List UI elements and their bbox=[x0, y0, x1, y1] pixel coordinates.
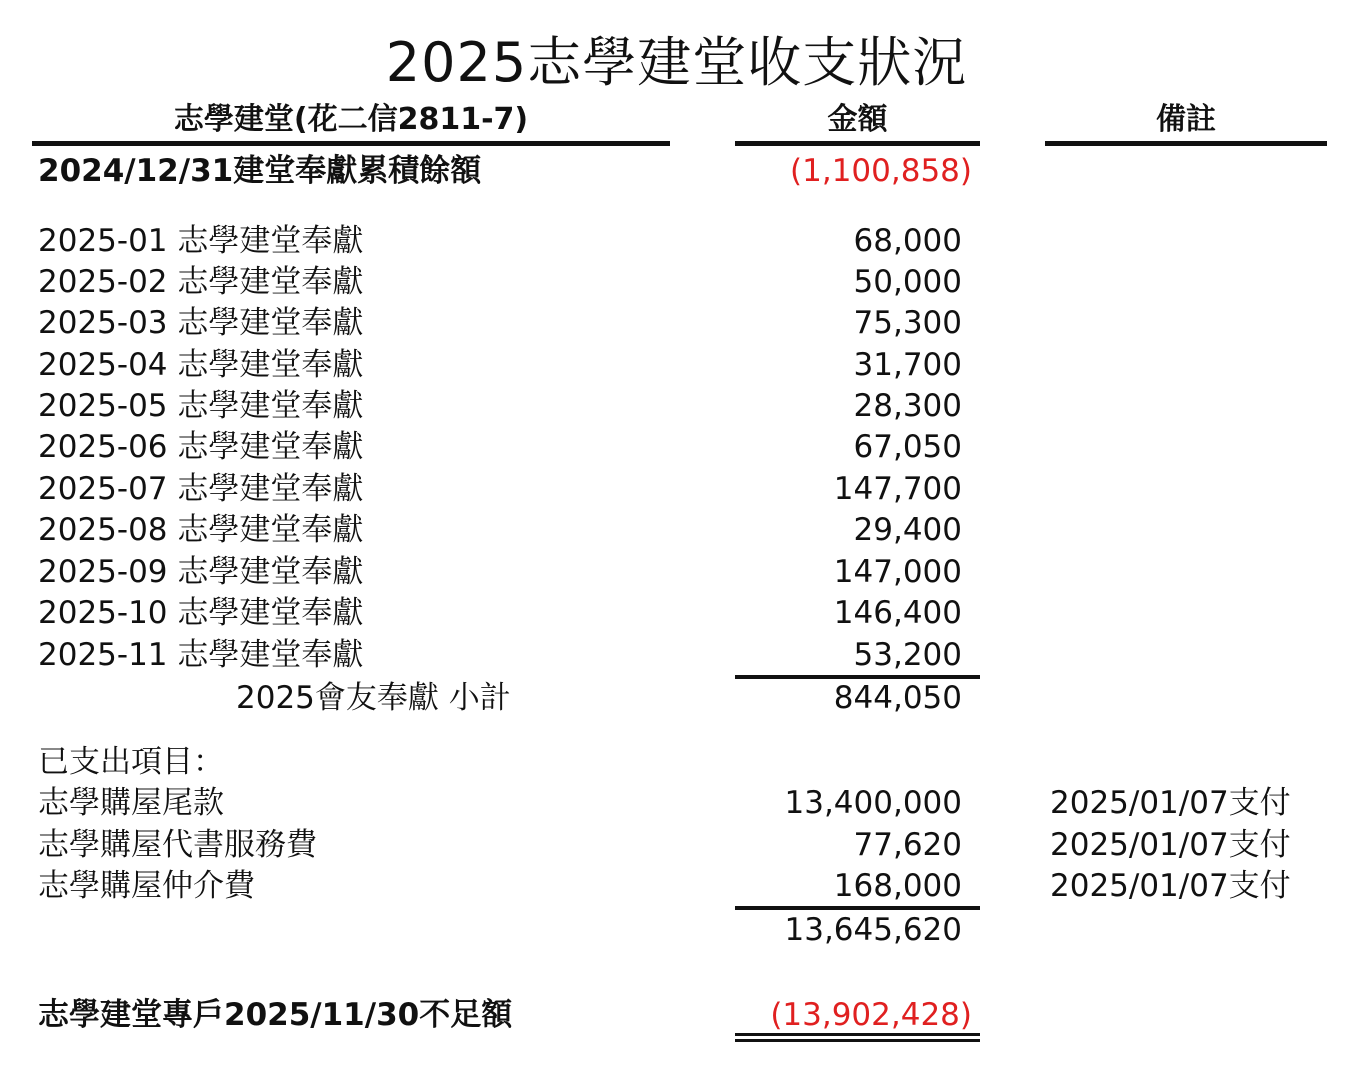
opening-balance-amount: (1,100,858) bbox=[790, 153, 972, 189]
expense-row-remark: 2025/01/07支付 bbox=[1050, 785, 1291, 821]
double-underline-bottom bbox=[735, 1039, 980, 1042]
opening-balance-label: 2024/12/31建堂奉獻累積餘額 bbox=[38, 153, 482, 189]
closing-shortfall-amount: (13,902,428) bbox=[770, 997, 972, 1033]
donation-subtotal-amount: 844,050 bbox=[833, 680, 962, 716]
donation-row-amount: 146,400 bbox=[833, 595, 962, 631]
expense-row-label: 志學購屋代書服務費 bbox=[38, 827, 317, 863]
column-header-remark: 備註 bbox=[1156, 102, 1216, 137]
expenses-heading: 已支出項目： bbox=[38, 744, 224, 780]
expense-row-remark: 2025/01/07支付 bbox=[1050, 868, 1291, 904]
column-header-amount: 金額 bbox=[827, 102, 888, 137]
donation-row-amount: 147,700 bbox=[833, 471, 962, 507]
donation-row-amount: 147,000 bbox=[833, 554, 962, 590]
donation-row-label: 2025-04 志學建堂奉獻 bbox=[38, 347, 364, 383]
page-title: 2025志學建堂收支狀況 bbox=[385, 31, 968, 94]
donation-row-label: 2025-05 志學建堂奉獻 bbox=[38, 388, 364, 424]
header-rule-amount bbox=[735, 141, 980, 146]
donation-row-label: 2025-03 志學建堂奉獻 bbox=[38, 305, 364, 341]
expense-row-amount: 13,400,000 bbox=[784, 785, 962, 821]
donation-subtotal-label: 2025會友奉獻 小計 bbox=[236, 680, 511, 716]
column-header-account: 志學建堂(花二信2811-7) bbox=[173, 102, 529, 137]
donation-row-label: 2025-06 志學建堂奉獻 bbox=[38, 429, 364, 465]
donation-row-amount: 75,300 bbox=[853, 305, 962, 341]
donation-row-label: 2025-07 志學建堂奉獻 bbox=[38, 471, 364, 507]
donation-row-label: 2025-10 志學建堂奉獻 bbox=[38, 595, 364, 631]
expense-row-label: 志學購屋仲介費 bbox=[38, 868, 255, 904]
donation-row-amount: 29,400 bbox=[853, 512, 962, 548]
donation-row-amount: 31,700 bbox=[853, 347, 962, 383]
expense-total-amount: 13,645,620 bbox=[784, 912, 962, 948]
donation-row-label: 2025-01 志學建堂奉獻 bbox=[38, 223, 364, 259]
expense-row-amount: 168,000 bbox=[833, 868, 962, 904]
closing-shortfall-label: 志學建堂專戶2025/11/30不足額 bbox=[38, 997, 513, 1033]
expense-row-remark: 2025/01/07支付 bbox=[1050, 827, 1291, 863]
header-rule-remark bbox=[1045, 141, 1327, 146]
expense-row-amount: 77,620 bbox=[853, 827, 962, 863]
double-underline-top bbox=[735, 1033, 980, 1036]
donation-row-label: 2025-02 志學建堂奉獻 bbox=[38, 264, 364, 300]
donation-row-amount: 67,050 bbox=[853, 429, 962, 465]
donation-row-amount: 28,300 bbox=[853, 388, 962, 424]
donation-row-amount: 53,200 bbox=[853, 637, 962, 673]
donation-row-amount: 68,000 bbox=[853, 223, 962, 259]
donation-row-label: 2025-08 志學建堂奉獻 bbox=[38, 512, 364, 548]
expense-row-label: 志學購屋尾款 bbox=[38, 785, 224, 821]
header-rule-account bbox=[32, 141, 670, 146]
donation-row-label: 2025-09 志學建堂奉獻 bbox=[38, 554, 364, 590]
donation-row-label: 2025-11 志學建堂奉獻 bbox=[38, 637, 364, 673]
donation-row-amount: 50,000 bbox=[853, 264, 962, 300]
